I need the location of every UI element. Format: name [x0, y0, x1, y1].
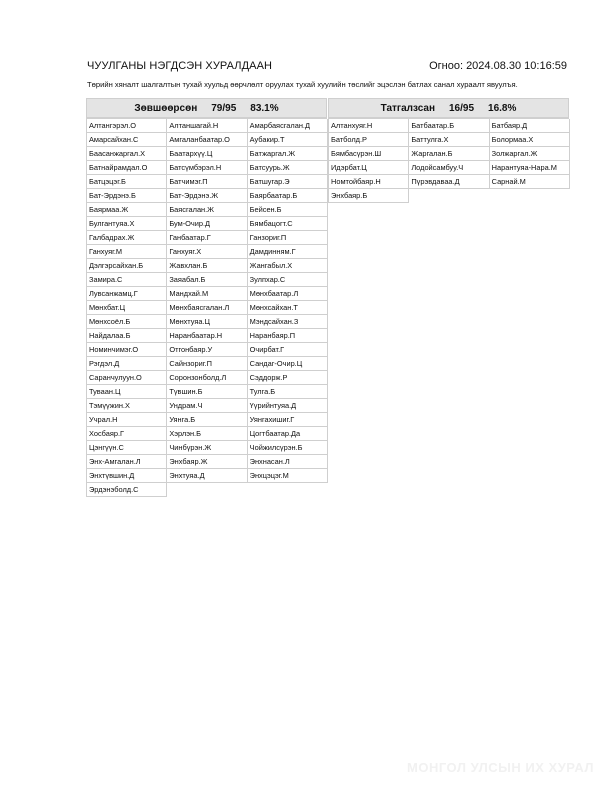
- name-cell: Батцэцэг.Б: [87, 175, 167, 189]
- name-cell: Бямбацогт.С: [248, 217, 328, 231]
- name-cell: Энхнасан.Л: [248, 455, 328, 469]
- name-cell: Ганбаатар.Г: [167, 231, 247, 245]
- reject-percent: 16.8%: [488, 102, 517, 114]
- name-cell: Ганхуяг.М: [87, 245, 167, 259]
- name-cell: Туваан.Ц: [87, 385, 167, 399]
- name-cell: Отгонбаяр.У: [167, 343, 247, 357]
- name-cell: Лодойсамбуу.Ч: [409, 161, 489, 175]
- name-cell: Мөнхсоёл.Б: [87, 315, 167, 329]
- name-cell: Сарнай.М: [490, 175, 570, 189]
- name-cell: Тэмүүжин.Х: [87, 399, 167, 413]
- name-cell: Сандаг-Очир.Ц: [248, 357, 328, 371]
- session-title: ЧУУЛГАНЫ НЭГДСЭН ХУРАЛДААН: [87, 60, 273, 72]
- name-cell: Мөнхбаатар.Л: [248, 287, 328, 301]
- name-cell: Түвшин.Б: [167, 385, 247, 399]
- name-cell: Амарбаясгалан.Д: [248, 119, 328, 133]
- name-cell: Дэлгэрсайхан.Б: [87, 259, 167, 273]
- name-cell: Жавхлан.Б: [167, 259, 247, 273]
- name-cell: Ганзориг.П: [248, 231, 328, 245]
- reject-names-table: [328, 118, 569, 203]
- reject-label: Татгалзсан: [380, 102, 435, 114]
- name-cell: Бейсен.Б: [248, 203, 328, 217]
- name-cell: Сэддорж.Р: [248, 371, 328, 385]
- name-cell: Баатархүү.Ц: [167, 147, 247, 161]
- name-cell: Баасанжаргал.Х: [87, 147, 167, 161]
- name-cell: Мөнхтуяа.Ц: [167, 315, 247, 329]
- name-cell: Батбаатар.Б: [409, 119, 489, 133]
- name-cell: Үүрийнтуяа.Д: [248, 399, 328, 413]
- name-cell: Цогтбаатар.Да: [248, 427, 328, 441]
- approve-names-table: [86, 118, 327, 497]
- name-cell: Баярбаатар.Б: [248, 189, 328, 203]
- name-cell: Мэндсайхан.З: [248, 315, 328, 329]
- name-cell: Алтанхуяг.Н: [329, 119, 409, 133]
- name-cell: Баярмаа.Ж: [87, 203, 167, 217]
- name-cell: Батчимэг.П: [167, 175, 247, 189]
- session-date: Огноо: 2024.08.30 10:16:59: [429, 60, 567, 72]
- name-cell: Лувсанжамц.Г: [87, 287, 167, 301]
- name-cell: Найдалаа.Б: [87, 329, 167, 343]
- name-cell: Сайнзориг.П: [167, 357, 247, 371]
- name-cell: Батсүмбэрэл.Н: [167, 161, 247, 175]
- approve-percent: 83.1%: [250, 102, 279, 114]
- name-cell: Учрал.Н: [87, 413, 167, 427]
- name-cell: Номтойбаяр.Н: [329, 175, 409, 189]
- name-cell: Баясгалан.Ж: [167, 203, 247, 217]
- name-cell: Бат-Эрдэнэ.Ж: [167, 189, 247, 203]
- document-header: [87, 60, 567, 76]
- name-cell: Ундрам.Ч: [167, 399, 247, 413]
- name-cell: Баттулга.Х: [409, 133, 489, 147]
- name-cell: Батнайрамдал.О: [87, 161, 167, 175]
- approve-count: 79/95: [211, 102, 237, 114]
- reject-count: 16/95: [449, 102, 475, 114]
- approve-panel: [86, 98, 327, 497]
- name-cell: Энхтүвшин.Д: [87, 469, 167, 483]
- name-cell: Чойжилсүрэн.Б: [248, 441, 328, 455]
- approve-header: [86, 98, 327, 118]
- name-cell: Бат-Эрдэнэ.Б: [87, 189, 167, 203]
- name-cell: Энх-Амгалан.Л: [87, 455, 167, 469]
- watermark: МОНГОЛ УЛСЫН ИХ ХУРАЛ: [407, 760, 594, 775]
- name-cell: Тулга.Б: [248, 385, 328, 399]
- name-cell: Алтангэрэл.О: [87, 119, 167, 133]
- name-cell: Булгантуяа.Х: [87, 217, 167, 231]
- name-cell: Батжаргал.Ж: [248, 147, 328, 161]
- name-cell: Мөнхбат.Ц: [87, 301, 167, 315]
- name-cell: Хосбаяр.Г: [87, 427, 167, 441]
- name-cell: Саранчулуун.О: [87, 371, 167, 385]
- name-cell: Энхтуяа.Д: [167, 469, 247, 483]
- name-cell: Идэрбат.Ц: [329, 161, 409, 175]
- name-cell: Батсуурь.Ж: [248, 161, 328, 175]
- name-cell: Бум-Очир.Д: [167, 217, 247, 231]
- reject-panel: [328, 98, 569, 203]
- name-cell: Батшугар.Э: [248, 175, 328, 189]
- reject-header: [328, 98, 569, 118]
- name-cell: Болормаа.Х: [490, 133, 570, 147]
- name-cell: Батболд.Р: [329, 133, 409, 147]
- name-cell: Амарсайхан.С: [87, 133, 167, 147]
- name-cell: Уянга.Б: [167, 413, 247, 427]
- name-cell: Жангабыл.Х: [248, 259, 328, 273]
- name-cell: Бямбасүрэн.Ш: [329, 147, 409, 161]
- name-cell: Пүрэвдаваа.Д: [409, 175, 489, 189]
- name-cell: Заяабал.Б: [167, 273, 247, 287]
- name-cell: Ганхуяг.Х: [167, 245, 247, 259]
- name-cell: Уянгахишиг.Г: [248, 413, 328, 427]
- name-cell: Энхбаяр.Ж: [167, 455, 247, 469]
- name-cell: Чинбүрэн.Ж: [167, 441, 247, 455]
- name-cell: Батбаяр.Д: [490, 119, 570, 133]
- name-cell: Наранбаяр.П: [248, 329, 328, 343]
- approve-label: Зөвшөөрсөн: [134, 102, 198, 114]
- name-cell: Мөнхсайхан.Т: [248, 301, 328, 315]
- name-cell: Аубакир.Т: [248, 133, 328, 147]
- name-cell: Мөнхбаясгалан.Л: [167, 301, 247, 315]
- name-cell: Золжаргал.Ж: [490, 147, 570, 161]
- name-cell: Алтаншагай.Н: [167, 119, 247, 133]
- name-cell: Амгаланбаатар.О: [167, 133, 247, 147]
- name-cell: Рэгдэл.Д: [87, 357, 167, 371]
- name-cell: Наранбаатар.Н: [167, 329, 247, 343]
- name-cell: Номинчимэг.О: [87, 343, 167, 357]
- name-cell: Соронзонболд.Л: [167, 371, 247, 385]
- name-cell: Галбадрах.Ж: [87, 231, 167, 245]
- name-cell: Мандхай.М: [167, 287, 247, 301]
- name-cell: Замира.С: [87, 273, 167, 287]
- name-cell: Энхбаяр.Б: [329, 189, 409, 203]
- name-cell: Очирбат.Г: [248, 343, 328, 357]
- name-cell: Хэрлэн.Б: [167, 427, 247, 441]
- name-cell: Энхцэцэг.М: [248, 469, 328, 483]
- name-cell: Жаргалан.Б: [409, 147, 489, 161]
- name-cell: Зулпхар.С: [248, 273, 328, 287]
- name-cell: Цэнгүүн.С: [87, 441, 167, 455]
- name-cell: Эрдэнэболд.С: [87, 483, 167, 497]
- name-cell: Нарантуяа-Нара.М: [490, 161, 570, 175]
- name-cell: Дамдинням.Г: [248, 245, 328, 259]
- vote-subject: Төрийн хяналт шалгалтын тухай хуульд өөрчлөлт оруулах тухай хуулийн төслийг эцэслэн батлах санал хураалт явуулъя.: [87, 80, 518, 89]
